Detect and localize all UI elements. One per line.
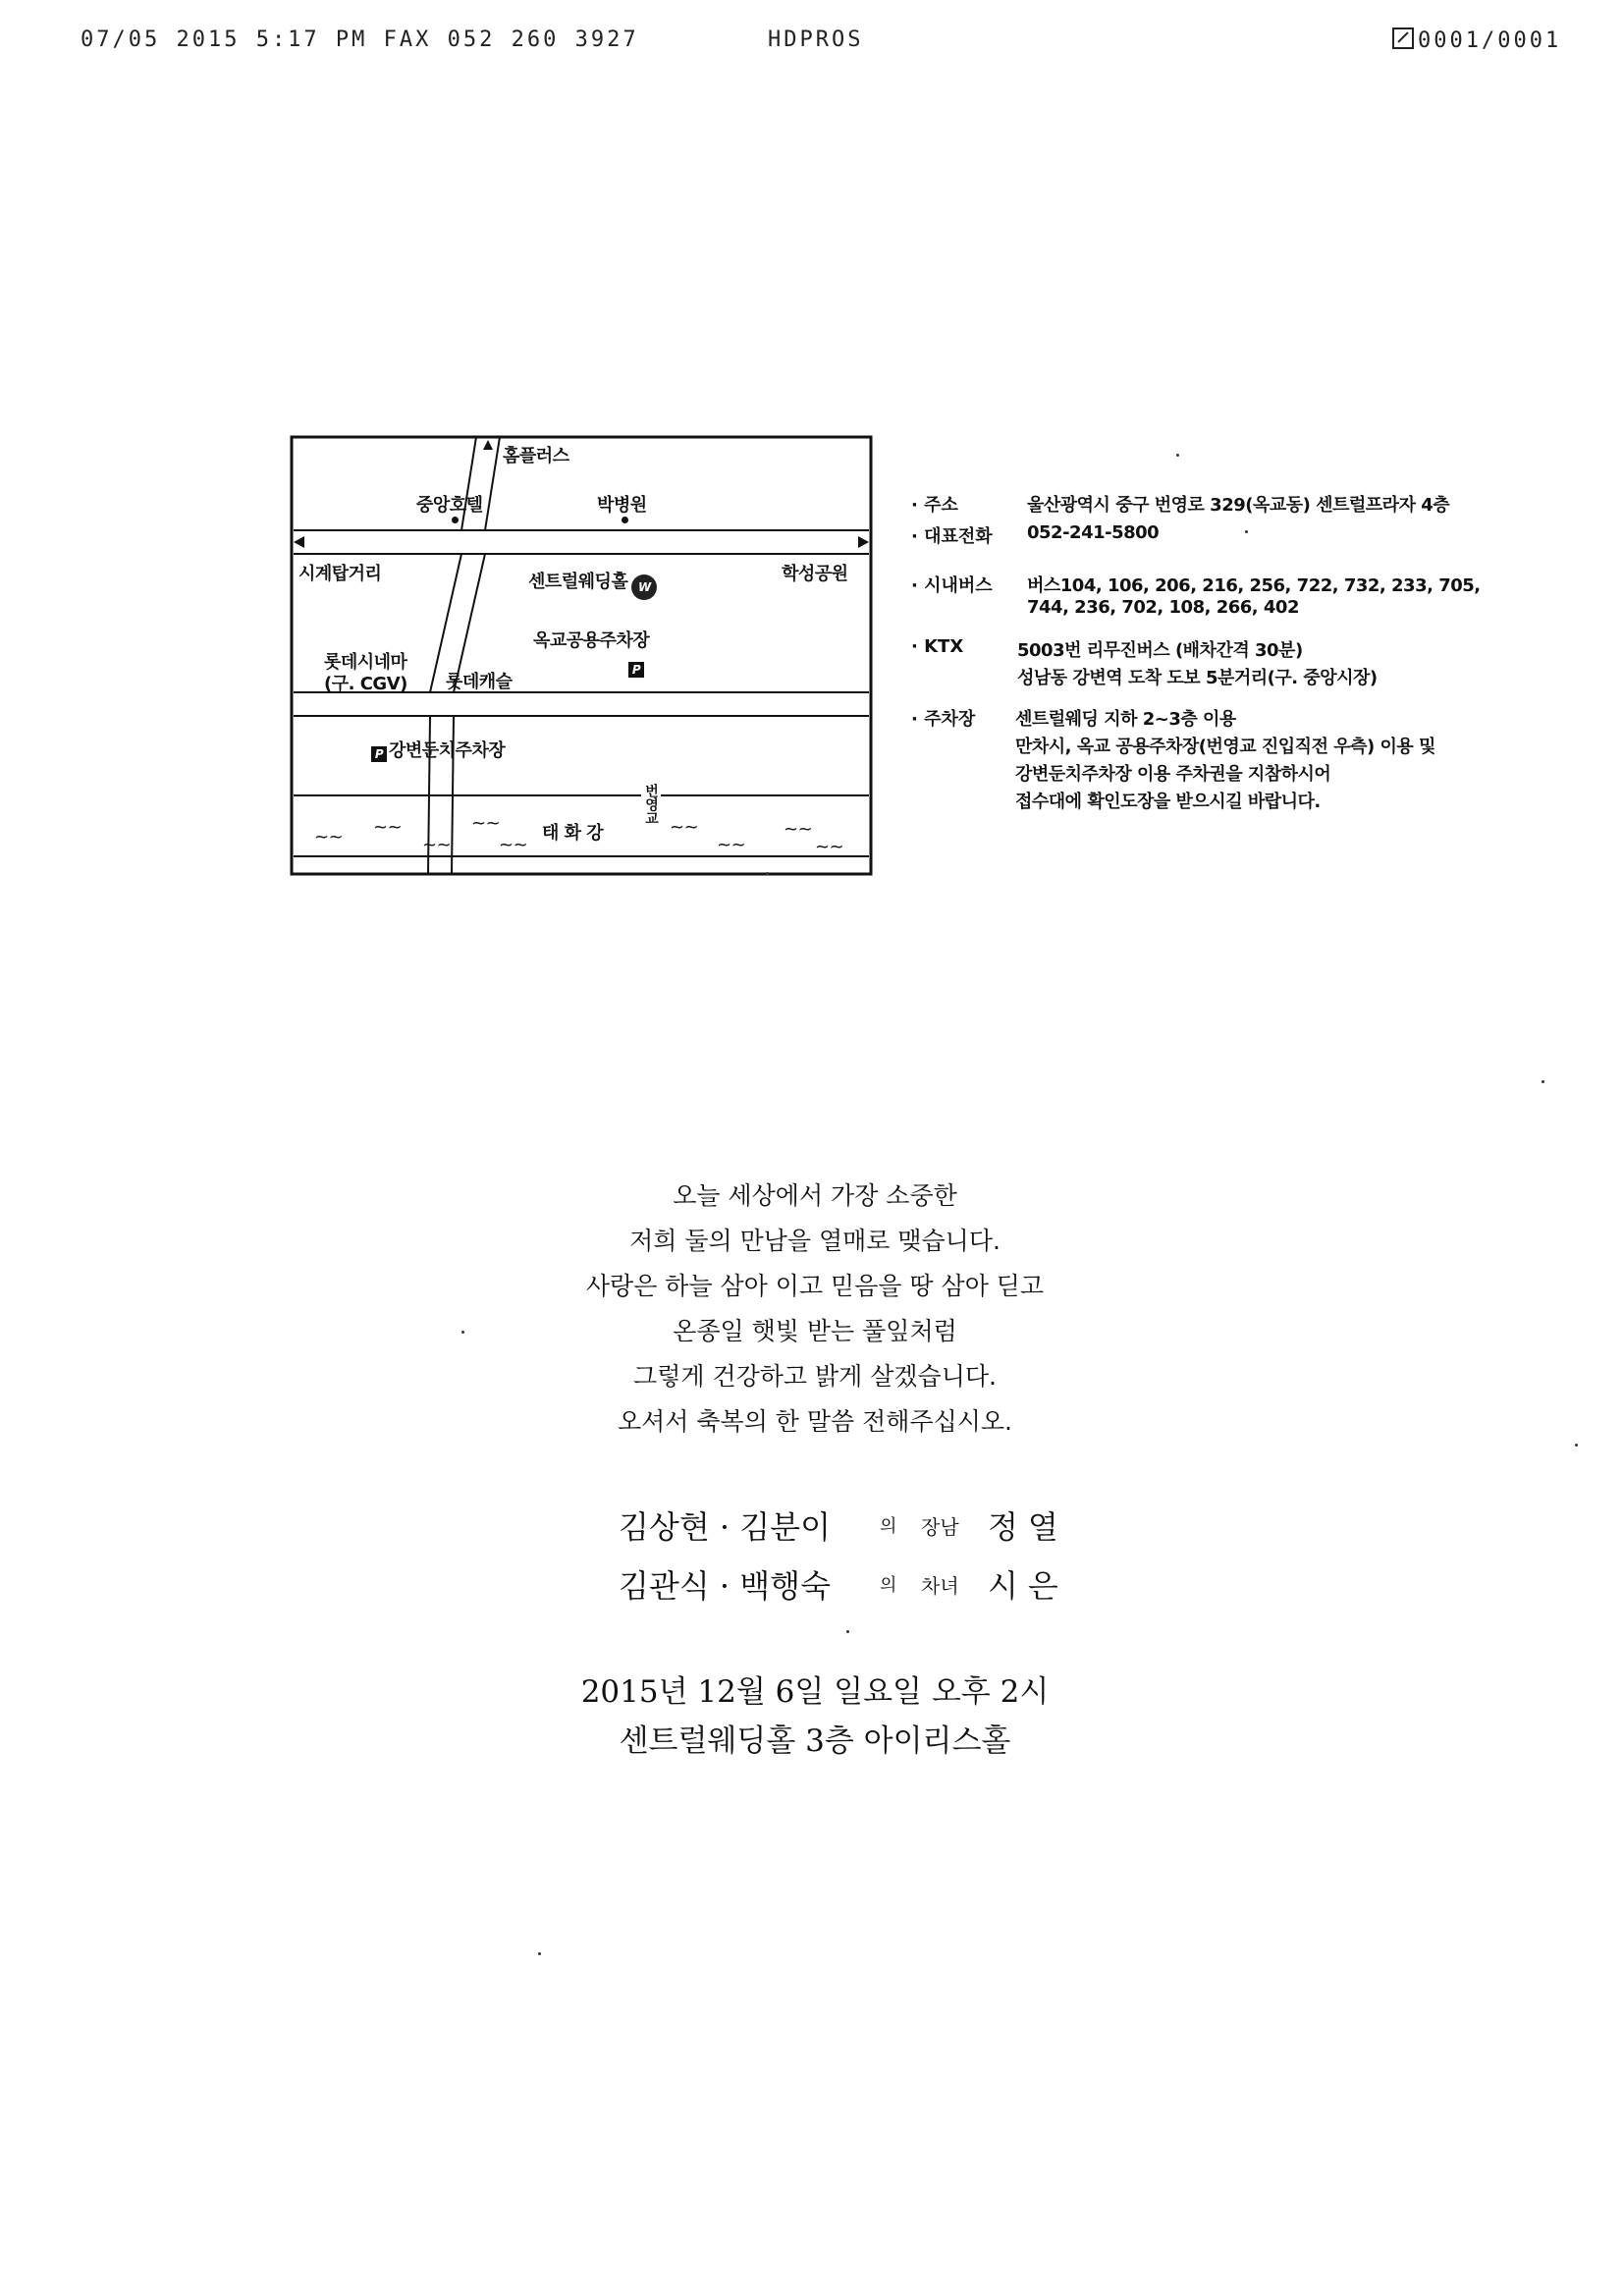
- info-value: 강변둔치주차장 이용 주차권을 지참하시어: [1015, 764, 1331, 785]
- map-label-gangbyeon-parking: [371, 737, 505, 762]
- scan-speck: [461, 1331, 464, 1334]
- scan-speck: [766, 872, 769, 875]
- message-line: 그렇게 건강하고 밝게 살겠습니다.: [633, 1362, 997, 1391]
- river-wave: ~~: [784, 819, 813, 840]
- scan-speck: [1176, 454, 1179, 457]
- map-label-okgyo-parking: 옥교공용주차장: [533, 630, 650, 651]
- message-line: 오늘 세상에서 가장 소중한: [673, 1181, 957, 1210]
- bride-parents: 김관식 · 백행숙: [619, 1567, 831, 1605]
- river-wave: ~~: [314, 827, 344, 847]
- river-wave: ~~: [815, 837, 844, 857]
- map-label-clock-tower: 시계탑거리: [298, 564, 382, 584]
- event-datetime: 2015년 12월 6일 일요일 오후 2시: [580, 1674, 1050, 1710]
- map-poi-dot: [452, 517, 459, 523]
- map-label-central-wedding: [528, 568, 657, 600]
- scan-speck: [538, 1952, 541, 1955]
- scan-speck: [846, 1630, 849, 1633]
- river-wave: ~~: [422, 835, 452, 855]
- message-line: 사랑은 하늘 삼아 이고 믿음을 땅 삼아 딛고: [585, 1272, 1045, 1300]
- map-label-central-hotel: 중앙호텔: [416, 495, 483, 516]
- map-label-lotte-castle: 롯데캐슬: [446, 672, 513, 692]
- info-value: 만차시, 옥교 공용주차장(번영교 진입직전 우측) 이용 및: [1015, 737, 1435, 757]
- fax-header: [0, 27, 1623, 67]
- info-value: 울산광역시 중구 번영로 329(옥교동) 센트럴프라자 4층: [1027, 495, 1450, 516]
- map-label-haksung-park: 학성공원: [782, 564, 848, 584]
- map-label-homeplus: 홈플러스: [503, 446, 569, 466]
- info-value: 버스104, 106, 206, 216, 256, 722, 732, 233, 705,: [1027, 575, 1481, 596]
- info-key: · 주차장: [911, 709, 976, 730]
- bride-name: 시은: [988, 1567, 1068, 1605]
- message-line: 저희 둘의 만남을 열매로 맺습니다.: [629, 1227, 1001, 1255]
- map-label-bridge: 번영교: [643, 784, 659, 825]
- map-label-central-wedding-text: 센트럴웨딩홀: [528, 572, 628, 592]
- map-label-lotte-cinema-sub: (구. CGV): [324, 674, 407, 694]
- river-wave: ~~: [499, 835, 528, 855]
- message-line: 오셔서 축복의 한 말씀 전해주십시오.: [618, 1407, 1012, 1436]
- river-wave: ~~: [373, 817, 403, 838]
- groom-name: 정열: [988, 1508, 1068, 1546]
- parking-icon: P: [371, 746, 387, 762]
- message-line: 온종일 햇빛 받는 풀잎처럼: [673, 1317, 957, 1345]
- location-map: [285, 432, 879, 884]
- map-poi-dot: [353, 695, 360, 702]
- fax-page-icon: [1392, 27, 1414, 49]
- map-label-park-hospital: 박병원: [597, 495, 647, 516]
- info-value: 744, 236, 702, 108, 266, 402: [1027, 597, 1299, 618]
- scan-speck: [1542, 1080, 1544, 1083]
- info-value: 5003번 리무진버스 (배차간격 30분): [1017, 640, 1303, 661]
- info-key: · 주소: [911, 495, 958, 516]
- groom-relation: 장남: [921, 1515, 959, 1539]
- scan-speck: [1575, 1444, 1578, 1447]
- scan-speck: [1245, 530, 1248, 533]
- event-venue: 센트럴웨딩홀 3층 아이리스홀: [619, 1723, 1011, 1759]
- map-label-lotte-cinema: 롯데시네마: [324, 652, 407, 673]
- river-wave: ~~: [670, 817, 699, 838]
- bride-of: 의: [880, 1575, 897, 1596]
- info-value: 접수대에 확인도장을 받으시길 바랍니다.: [1015, 792, 1321, 812]
- fax-sender-line: 07/05 2015 5:17 PM FAX 052 260 3927: [81, 27, 639, 52]
- info-key: · KTX: [911, 636, 964, 657]
- invitation-message: [471, 1174, 1159, 1445]
- map-poi-dot: [622, 517, 628, 523]
- info-value: 성남동 강변역 도착 도보 5분거리(구. 중앙시장): [1017, 668, 1378, 688]
- groom-of: 의: [880, 1516, 897, 1537]
- parking-icon: P: [628, 656, 646, 678]
- fax-page-count: [1392, 27, 1561, 53]
- river-wave: ~~: [717, 835, 746, 855]
- groom-parents: 김상현 · 김분이: [619, 1508, 831, 1546]
- fax-company: HDPROS: [768, 27, 864, 52]
- event-details: [471, 1667, 1159, 1766]
- fax-page-number: 0001/0001: [1418, 28, 1562, 53]
- info-value: 센트럴웨딩 지하 2~3층 이용: [1015, 709, 1236, 730]
- map-label-taehwa-river: 태 화 강: [542, 823, 604, 844]
- info-key: · 대표전화: [911, 526, 993, 547]
- wedding-hall-logo-icon: W: [631, 574, 657, 600]
- bride-relation: 차녀: [921, 1574, 959, 1598]
- map-label-gangbyeon-parking-text: 강변둔치주차장: [389, 740, 506, 761]
- river-wave: ~~: [471, 813, 501, 834]
- info-key: · 시내버스: [911, 575, 993, 596]
- info-value: 052-241-5800: [1027, 522, 1160, 543]
